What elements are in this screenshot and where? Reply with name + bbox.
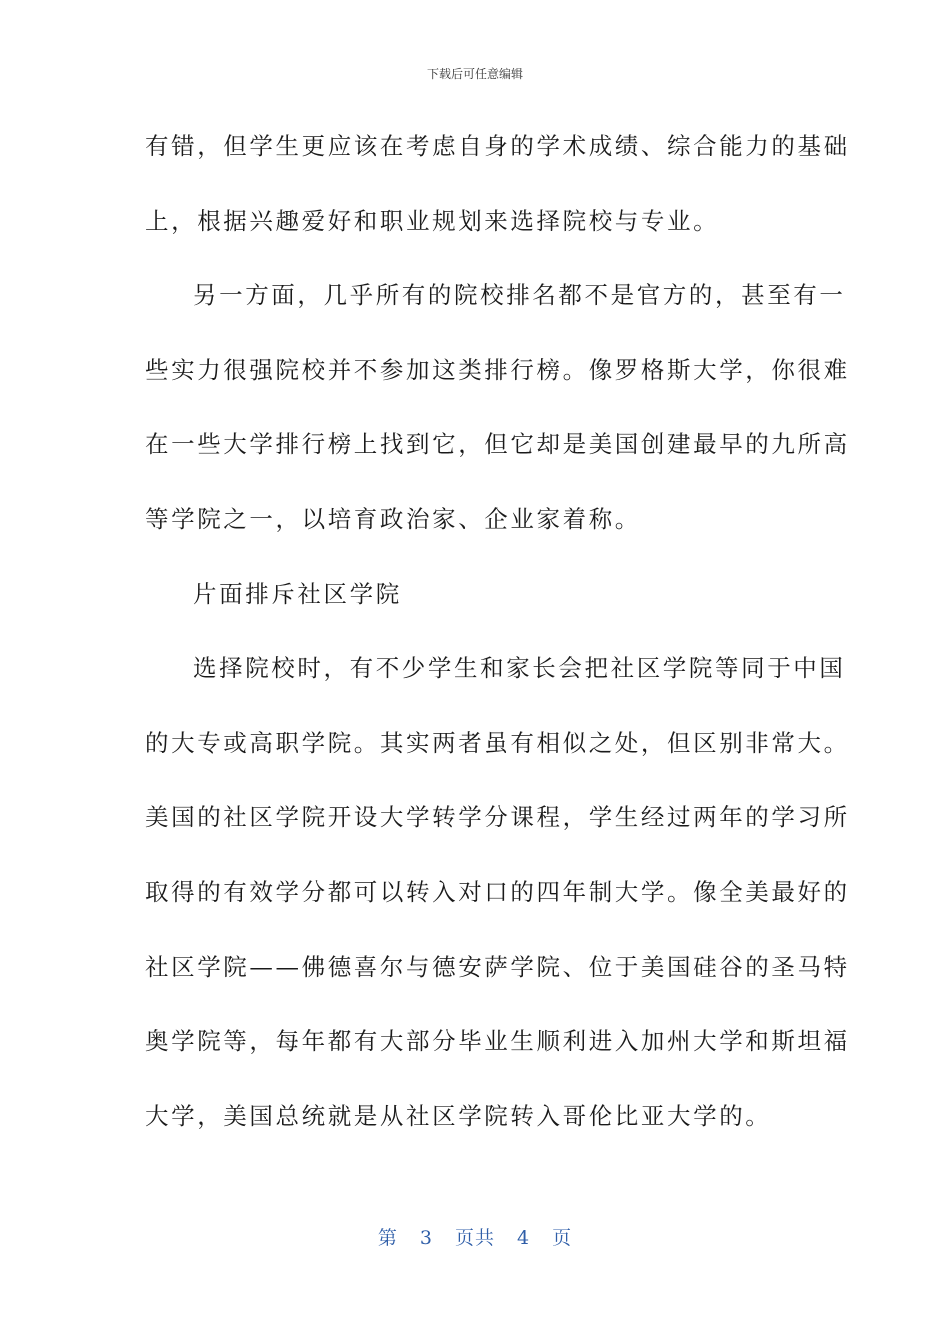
text-line: 的大专或高职学院。其实两者虽有相似之处，但区别非常大。 (145, 728, 850, 757)
document-body (145, 124, 850, 1168)
current-page-number: 3 (419, 1227, 433, 1249)
section-heading: 片面排斥社区学院 (193, 579, 402, 608)
footer-suffix: 页 (552, 1227, 573, 1249)
text-line: 奥学院等，每年都有大部分毕业生顺利进入加州大学和斯坦福 (145, 1027, 850, 1056)
paragraph-start-line: 选择院校时，有不少学生和家长会把社区学院等同于中国 (193, 654, 846, 683)
text-line: 大学，美国总统就是从社区学院转入哥伦比亚大学的。 (145, 1101, 772, 1130)
page-footer (0, 1224, 950, 1252)
footer-prefix: 第 (377, 1227, 398, 1249)
text-line: 些实力很强院校并不参加这类排行榜。像罗格斯大学，你很难 (145, 355, 850, 384)
text-line: 等学院之一，以培育政治家、企业家着称。 (145, 504, 641, 533)
text-line: 上，根据兴趣爱好和职业规划来选择院校与专业。 (145, 206, 720, 235)
text-line: 美国的社区学院开设大学转学分课程，学生经过两年的学习所 (145, 803, 850, 832)
total-pages-number: 4 (517, 1227, 531, 1249)
footer-middle: 页共 (454, 1227, 495, 1249)
text-line: 在一些大学排行榜上找到它，但它却是美国创建最早的九所高 (145, 430, 850, 459)
paragraph-start-line: 另一方面，几乎所有的院校排名都不是官方的，甚至有一 (193, 281, 846, 310)
text-line: 取得的有效学分都可以转入对口的四年制大学。像全美最好的 (145, 877, 850, 906)
text-line: 社区学院——佛德喜尔与德安萨学院、位于美国硅谷的圣马特 (145, 952, 850, 981)
text-line: 有错，但学生更应该在考虑自身的学术成绩、综合能力的基础 (145, 132, 850, 160)
header-note: 下载后可任意编辑 (426, 67, 523, 81)
